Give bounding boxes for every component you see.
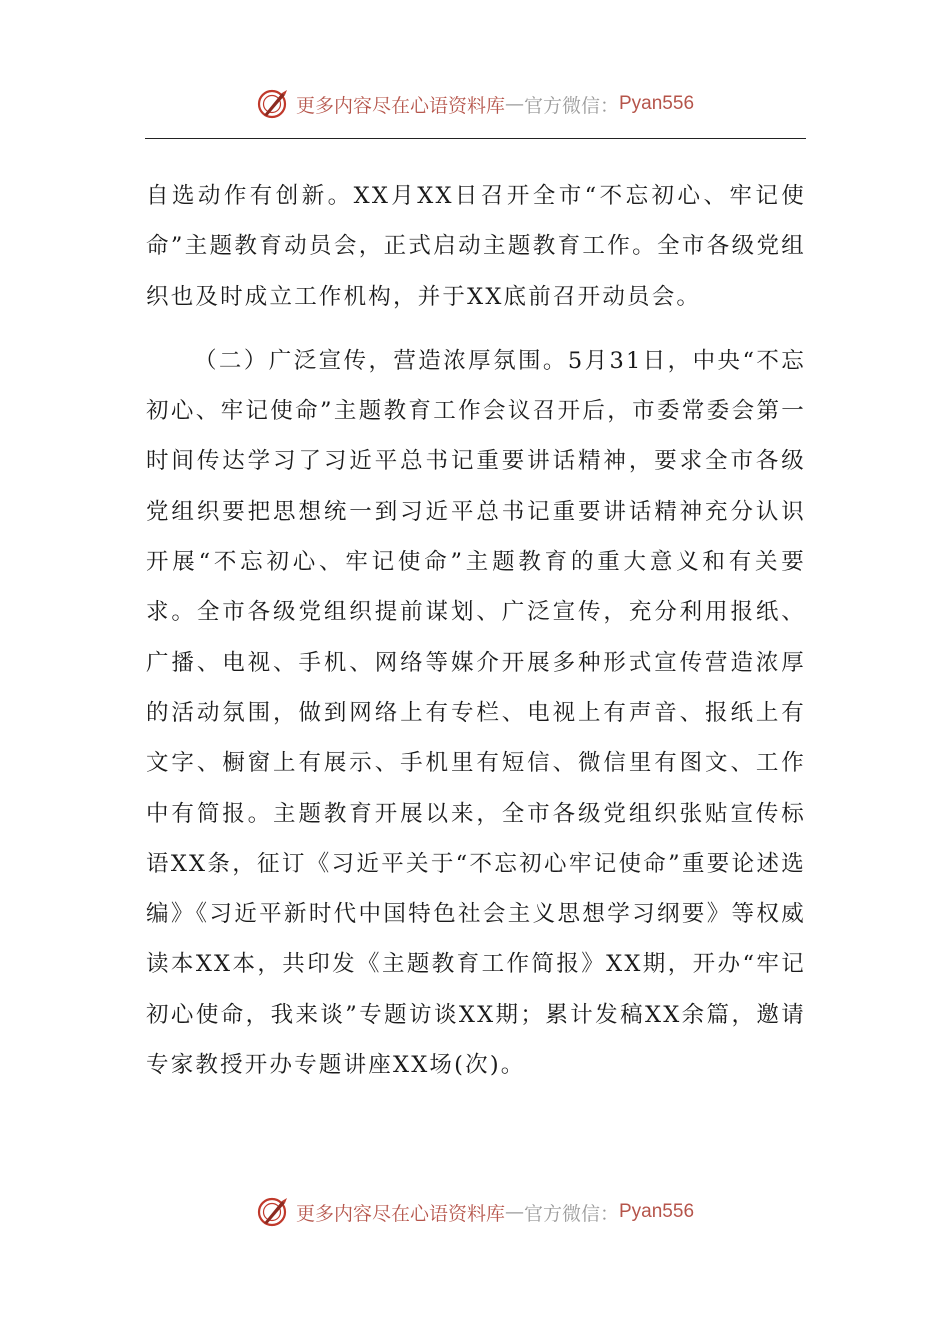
header-banner [0, 84, 950, 124]
footer-wechat-id: Pyan556 [619, 1201, 695, 1222]
header-wechat-label: 官方微信： [523, 94, 619, 117]
quill-logo-icon [256, 1195, 290, 1229]
quill-logo-icon [256, 87, 290, 121]
header-dash: — [504, 93, 524, 115]
body-paragraph-2: （二）广泛宣传，营造浓厚氛围。5月31日，中央“不忘初心、牢记使命”主题教育工作会议召开后，市委常委会第一时间传达学习了习近平总书记重要讲话精神，要求全市各级党组织要把思想统一到习近平总书记重要讲话精神充分认识开展“不忘初心、牢记使命”主题教育的重大意义和有关要求。全市各级党组织提前谋划、广泛宣传，充分利用报纸、广播、电视、手机、网络等媒介开展多种形式宣传营造浓厚的活动氛围，做到网络上有专栏、电视上有声音、报纸上有文字、橱窗上有展示、手机里有短信、微信里有图文、工作中有简报。主题教育开展以来，全市各级党组织张贴宣传标语XX条，征订《习近平关于“不忘初心牢记使命”重要论述选编》《习近平新时代中国特色社会主义思想学习纲要》等权威读本XX本，共印发《主题教育工作简报》XX期，开办“牢记初心使命，我来谈”专题访谈XX期；累计发稿XX余篇，邀请专家教授开办专题讲座XX场(次)。 [146, 347, 806, 1079]
header-divider [145, 138, 806, 139]
footer-library-text: 更多内容尽在心语资料库 [295, 1202, 505, 1225]
footer-wechat-label: 官方微信： [523, 1202, 619, 1225]
footer-dash: — [504, 1201, 524, 1223]
footer-banner [0, 1192, 950, 1232]
body-paragraph-1: 自选动作有创新。XX月XX日召开全市“不忘初心、牢记使命”主题教育动员会，正式启动主题教育工作。全市各级党组织也及时成立工作机构，并于XX底前召开动员会。 [146, 183, 806, 310]
header-wechat-id: Pyan556 [619, 93, 695, 114]
document-body [146, 171, 806, 1090]
header-library-text: 更多内容尽在心语资料库 [295, 94, 505, 117]
